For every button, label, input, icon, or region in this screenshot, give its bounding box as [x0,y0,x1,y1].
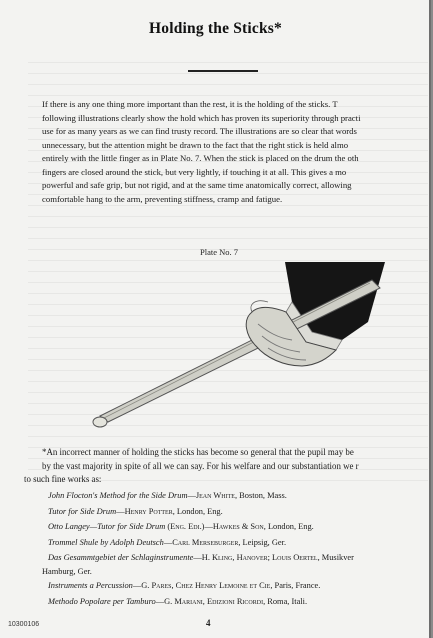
recommended-works-list [42,488,428,609]
body-paragraph [24,98,428,206]
page-edge-shadow [429,0,431,638]
page-number: 4 [206,618,211,628]
page-title: Holding the Sticks* [149,20,282,37]
list-item: Hamburg, Ger. [42,566,92,576]
list-item: Trommel Shule by Adolph Deutsch—Carl Merseburger, Leipsig, Ger. [48,537,287,547]
footnote-line: *An incorrect manner of holding the sticks has become so general that the pupil may be [42,447,354,457]
list-item: Instruments a Percussion—G. Pares, Chez Henry Lemoine et Cie, Paris, France. [48,580,321,590]
list-item: Methodo Popolare per Tamburo—G. Mariani, Edizioni Ricordi, Roma, Itali. [48,596,308,606]
paragraph-line: entirely with the little finger as in Plate No. 7. When the stick is placed on the drum the oth [42,153,359,163]
paragraph-line: fingers are closed around the stick, but very lightly, if touching it at all. This gives a mo [42,166,347,177]
plate-caption: Plate No. 7 [200,247,239,257]
paragraph-line: comfortable hang to the arm, preventing stiffness, cramp and fatigue. [42,193,283,204]
paragraph-line: powerful and safe grip, but not rigid, and at the same time anatomically correct, allowing [42,180,352,190]
list-item: Otto Langey—Tutor for Side Drum (Eng. Edi.)—Hawkes & Son, London, Eng. [48,522,314,532]
footnote-line: by the vast majority in spite of all we can say. For his welfare and our substantiation we r [42,460,359,471]
catalog-number: 10300106 [8,621,40,628]
list-item: John Flocton's Method for the Side Drum—Jean White, Boston, Mass. [48,491,287,500]
paragraph-line: unnecessary, but the attention might be drawn to the fact that the right stick is held almo [42,139,349,150]
paragraph-line: If there is any one thing more important than the rest, it is the holding of the sticks. T [42,99,338,109]
paragraph-line: following illustrations clearly show the hold which has proven its superiority through practi [42,112,361,123]
list-item: Das Gesammtgebiet der Schlaginstrumente—H. Kling, Hanover; Louis Oertel, Musikver [48,553,354,563]
list-item: Tutor for Side Drum—Henry Potter, London, Eng. [48,506,223,516]
footnote [24,446,428,487]
paragraph-line: use for as many years as we can find trusty record. The illustrations are so clear that words [42,126,357,136]
footnote-line: to such fine works as: [24,474,102,484]
title-rule [188,70,258,72]
stick-tip [93,417,107,427]
drum-stick [100,280,380,422]
hand-holding-stick-illustration [80,262,400,442]
